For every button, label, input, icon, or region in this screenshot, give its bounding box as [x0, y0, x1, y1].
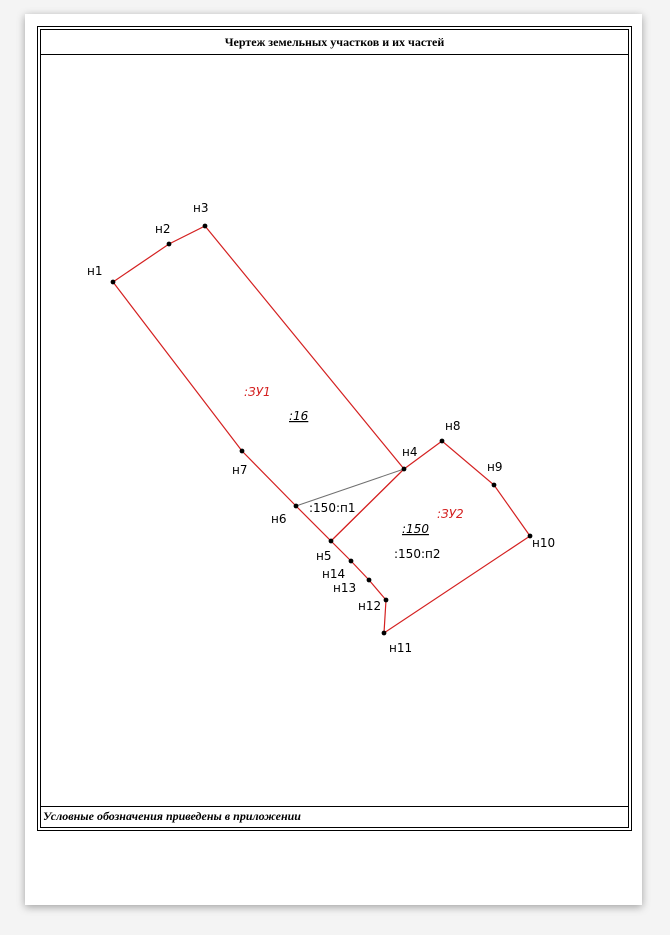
point-n2	[167, 242, 172, 247]
label-n10: н10	[532, 536, 556, 550]
legend-note: Условные обозначения приведены в приложении	[43, 809, 301, 823]
point-n14	[349, 559, 354, 564]
point-n5	[329, 539, 334, 544]
label-n13: н13	[333, 581, 357, 595]
parcel-zu2-label: :ЗУ2	[437, 507, 464, 521]
parcel-zu1-source: :16	[289, 409, 309, 423]
point-n7	[240, 449, 245, 454]
point-n4	[402, 467, 407, 472]
label-n12: н12	[358, 599, 382, 613]
point-n6	[294, 504, 299, 509]
part-label-p1: :150:п1	[309, 501, 356, 515]
label-n1: н1	[87, 264, 103, 278]
label-n3: н3	[193, 201, 209, 215]
label-n6: н6	[271, 512, 287, 526]
point-n1	[111, 280, 116, 285]
point-n13	[367, 578, 372, 583]
point-labels	[87, 201, 555, 655]
part-label-p2: :150:п2	[394, 547, 441, 561]
point-n3	[203, 224, 208, 229]
drawing-title: Чертеж земельных участков и их частей	[41, 30, 628, 55]
point-n12	[384, 598, 389, 603]
label-n7: н7	[232, 463, 248, 477]
point-n8	[440, 439, 445, 444]
label-n2: н2	[155, 222, 171, 236]
label-n14: н14	[322, 567, 346, 581]
label-n5: н5	[316, 549, 332, 563]
label-n4: н4	[402, 445, 418, 459]
label-n11: н11	[389, 641, 413, 655]
label-n9: н9	[487, 460, 503, 474]
parcel-zu2-source: :150	[402, 522, 429, 536]
label-n8: н8	[445, 419, 461, 433]
point-n11	[382, 631, 387, 636]
point-n9	[492, 483, 497, 488]
parcel-zu1-boundary	[113, 226, 404, 541]
parcel-zu1-label: :ЗУ1	[244, 385, 271, 399]
